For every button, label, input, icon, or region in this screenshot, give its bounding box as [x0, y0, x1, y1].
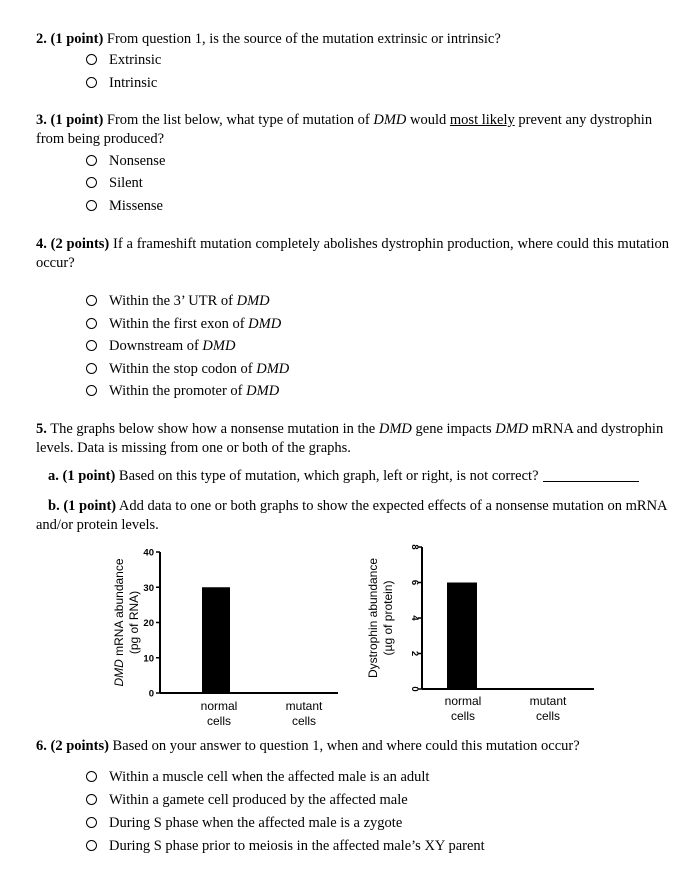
radio-button-icon[interactable]: [86, 340, 97, 351]
q6-option-gamete-cell[interactable]: Within a gamete cell produced by the affected male: [86, 790, 408, 810]
y-tick-label: 0: [409, 686, 420, 692]
question-6-text: Based on your answer to question 1, when and where could this mutation occur?: [108, 738, 580, 754]
question-5-number: 5.: [36, 421, 47, 437]
y-tick-label: 20: [143, 618, 154, 629]
question-5: 5. The graphs below show how a nonsense mutation in the DMD gene impacts DMD mRNA and dystrophin levels. Data is missing from one or both of the graphs.: [36, 421, 664, 456]
category-label: cells: [450, 709, 476, 723]
category-label: cells: [535, 709, 561, 723]
category-label: cells: [206, 714, 232, 728]
q6-option-parent[interactable]: During S phase prior to meiosis in the affected male’s XY parent: [86, 836, 485, 856]
category-label: mutant: [285, 699, 323, 713]
dystrophin-abundance-chart: [365, 536, 605, 731]
bar-normal-cells: [202, 587, 230, 693]
radio-button-icon[interactable]: [86, 363, 97, 374]
y-tick-label: 10: [143, 653, 154, 665]
q4-option-downstream[interactable]: Downstream of DMD: [86, 336, 235, 356]
question-6-points: (2 points): [50, 738, 109, 754]
radio-button-icon[interactable]: [86, 385, 97, 396]
q2-option-intrinsic[interactable]: Intrinsic: [86, 73, 157, 93]
q4-option-stop-codon[interactable]: Within the stop codon of DMD: [86, 359, 289, 379]
radio-button-icon[interactable]: [86, 794, 97, 805]
q3-option-nonsense[interactable]: Nonsense: [86, 151, 165, 171]
radio-button-icon[interactable]: [86, 200, 97, 211]
question-2-points: (1 point): [50, 31, 104, 47]
y-axis-units: (pg of RNA): [127, 590, 141, 655]
radio-button-icon[interactable]: [86, 77, 97, 88]
q4-option-3utr[interactable]: Within the 3’ UTR of DMD: [86, 291, 270, 311]
y-tick-label: 2: [409, 650, 420, 657]
radio-button-icon[interactable]: [86, 318, 97, 329]
category-label: mutant: [529, 694, 567, 708]
question-5a: a. (1 point) Based on this type of mutation, which graph, left or right, is not correct?: [48, 467, 639, 486]
question-3-number: 3.: [36, 112, 47, 128]
question-6-number: 6.: [36, 738, 47, 754]
question-4-number: 4.: [36, 236, 47, 252]
question-4-text: If a frameshift mutation completely abolishes dystrophin production, where could this mutation occur?: [36, 236, 669, 271]
mrna-abundance-chart: [108, 540, 348, 735]
q6-option-zygote[interactable]: During S phase when the affected male is a zygote: [86, 813, 402, 833]
y-tick-label: 4: [409, 615, 420, 621]
radio-button-icon[interactable]: [86, 295, 97, 306]
question-3: 3. (1 point) From the list below, what type of mutation of DMD would most likely prevent any dystrophin from being produced?: [36, 112, 653, 147]
emphasis-most-likely: most likely: [449, 112, 515, 128]
q3-option-missense[interactable]: Missense: [86, 196, 163, 216]
q4-option-promoter[interactable]: Within the promoter of DMD: [86, 381, 279, 401]
category-label: normal: [200, 699, 238, 713]
radio-button-icon[interactable]: [86, 177, 97, 188]
radio-button-icon[interactable]: [86, 817, 97, 828]
y-axis-label: DMD mRNA abundance: [112, 558, 126, 687]
question-5b: b. (1 point) Add data to one or both graphs to show the expected effects of a nonsense mutation on mRNA and/or protein levels.: [36, 498, 667, 533]
question-6: [36, 737, 669, 756]
q6-option-muscle-cell[interactable]: Within a muscle cell when the affected male is an adult: [86, 767, 429, 787]
y-tick-label: 6: [409, 579, 420, 586]
bar-normal-cells: [447, 583, 477, 690]
category-label: cells: [291, 714, 317, 728]
question-2-text: From question 1, is the source of the mutation extrinsic or intrinsic?: [103, 31, 501, 47]
question-4-points: (2 points): [50, 236, 110, 252]
y-axis-label: Dystrophin abundance: [366, 557, 380, 679]
question-2: [36, 30, 669, 49]
q2-option-extrinsic[interactable]: Extrinsic: [86, 50, 161, 70]
question-4: [36, 235, 669, 273]
gene-name: DMD: [373, 112, 407, 128]
y-tick-label: 0: [148, 688, 154, 700]
radio-button-icon[interactable]: [86, 771, 97, 782]
q4-option-first-exon[interactable]: Within the first exon of DMD: [86, 314, 281, 334]
q3-option-silent[interactable]: Silent: [86, 173, 143, 193]
radio-button-icon[interactable]: [86, 155, 97, 166]
category-label: normal: [444, 694, 482, 708]
question-3-points: (1 point): [50, 112, 104, 128]
radio-button-icon[interactable]: [86, 54, 97, 65]
question-2-number: 2.: [36, 31, 47, 47]
y-tick-label: 40: [143, 547, 154, 559]
radio-button-icon[interactable]: [86, 840, 97, 851]
y-axis-units: (µg of protein): [381, 580, 395, 656]
y-tick-label: 30: [143, 582, 154, 594]
answer-blank[interactable]: [543, 469, 639, 482]
y-tick-label: 8: [409, 544, 420, 550]
